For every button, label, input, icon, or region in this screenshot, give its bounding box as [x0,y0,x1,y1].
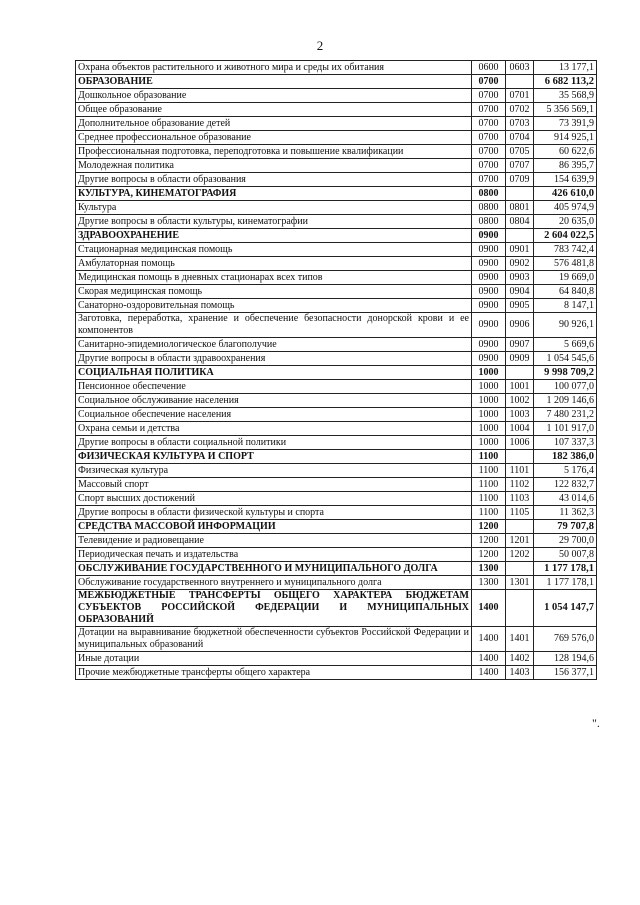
row-section-code-cell: 1000 [472,422,506,436]
table-row [76,338,597,352]
row-subsection-code-cell [506,450,534,464]
row-subsection-code-cell [506,562,534,576]
row-subsection-code-cell: 1006 [506,436,534,450]
row-amount-cell: 86 395,7 [534,159,597,173]
row-name-cell: Дошкольное образование [76,89,472,103]
row-subsection-code-cell: 1002 [506,394,534,408]
row-section-code-cell: 0900 [472,229,506,243]
section-row [76,75,597,89]
row-name-cell: Другие вопросы в области физической культуры и спорта [76,506,472,520]
row-section-code-cell: 1100 [472,464,506,478]
row-subsection-code-cell: 0909 [506,352,534,366]
row-subsection-code-cell [506,520,534,534]
row-amount-cell: 154 639,9 [534,173,597,187]
closing-quote: ". [592,716,600,730]
row-name-cell: Охрана семьи и детства [76,422,472,436]
row-section-code-cell: 1100 [472,506,506,520]
page-number: 2 [316,38,324,53]
row-amount-cell: 576 481,8 [534,257,597,271]
section-row [76,520,597,534]
table-row [76,89,597,103]
row-subsection-code-cell: 0709 [506,173,534,187]
table-row [76,131,597,145]
row-subsection-code-cell: 0704 [506,131,534,145]
table-row [76,352,597,366]
row-section-code-cell: 0900 [472,285,506,299]
row-subsection-code-cell: 0907 [506,338,534,352]
row-amount-cell: 1 209 146,6 [534,394,597,408]
table-row [76,548,597,562]
row-amount-cell: 128 194,6 [534,652,597,666]
row-subsection-code-cell: 1105 [506,506,534,520]
row-amount-cell: 50 007,8 [534,548,597,562]
row-name-cell: Иные дотации [76,652,472,666]
row-amount-cell: 769 576,0 [534,627,597,652]
row-subsection-code-cell: 0703 [506,117,534,131]
table-row [76,201,597,215]
row-amount-cell: 11 362,3 [534,506,597,520]
row-amount-cell: 783 742,4 [534,243,597,257]
table-row [76,215,597,229]
row-name-cell: Молодежная политика [76,159,472,173]
row-section-code-cell: 0700 [472,173,506,187]
row-subsection-code-cell: 0902 [506,257,534,271]
table-row [76,299,597,313]
row-name-cell: СРЕДСТВА МАССОВОЙ ИНФОРМАЦИИ [76,520,472,534]
row-name-cell: Санаторно-оздоровительная помощь [76,299,472,313]
row-section-code-cell: 1300 [472,562,506,576]
section-row [76,562,597,576]
row-name-cell: Среднее профессиональное образование [76,131,472,145]
section-row [76,229,597,243]
row-section-code-cell: 0800 [472,201,506,215]
row-subsection-code-cell: 1102 [506,478,534,492]
row-subsection-code-cell [506,366,534,380]
row-amount-cell: 8 147,1 [534,299,597,313]
row-section-code-cell: 0700 [472,103,506,117]
table-row [76,422,597,436]
table-row [76,478,597,492]
row-amount-cell: 5 176,4 [534,464,597,478]
row-subsection-code-cell: 0804 [506,215,534,229]
row-amount-cell: 1 177 178,1 [534,576,597,590]
row-name-cell: Профессиональная подготовка, переподготовка и повышение квалификации [76,145,472,159]
table-row [76,394,597,408]
row-name-cell: Физическая культура [76,464,472,478]
row-name-cell: Медицинская помощь в дневных стационарах всех типов [76,271,472,285]
row-subsection-code-cell: 0603 [506,61,534,75]
table-row [76,534,597,548]
row-amount-cell: 35 568,9 [534,89,597,103]
row-name-cell: Другие вопросы в области здравоохранения [76,352,472,366]
row-subsection-code-cell: 0901 [506,243,534,257]
table-row [76,285,597,299]
table-row [76,271,597,285]
row-name-cell: Культура [76,201,472,215]
row-amount-cell: 1 054 545,6 [534,352,597,366]
row-name-cell: ФИЗИЧЕСКАЯ КУЛЬТУРА И СПОРТ [76,450,472,464]
row-amount-cell: 73 391,9 [534,117,597,131]
row-section-code-cell: 0900 [472,299,506,313]
row-amount-cell: 405 974,9 [534,201,597,215]
row-name-cell: Массовый спорт [76,478,472,492]
row-amount-cell: 2 604 022,5 [534,229,597,243]
row-amount-cell: 107 337,3 [534,436,597,450]
budget-table-body [76,61,597,680]
row-name-cell: Спорт высших достижений [76,492,472,506]
row-section-code-cell: 1400 [472,666,506,680]
row-section-code-cell: 1000 [472,408,506,422]
table-row [76,313,597,338]
budget-table [75,60,597,680]
row-subsection-code-cell: 1004 [506,422,534,436]
row-name-cell: ОБСЛУЖИВАНИЕ ГОСУДАРСТВЕННОГО И МУНИЦИПАЛЬНОГО ДОЛГА [76,562,472,576]
row-section-code-cell: 0900 [472,243,506,257]
row-subsection-code-cell [506,590,534,627]
row-amount-cell: 90 926,1 [534,313,597,338]
row-amount-cell: 7 480 231,2 [534,408,597,422]
row-amount-cell: 20 635,0 [534,215,597,229]
row-name-cell: Другие вопросы в области социальной политики [76,436,472,450]
table-row [76,436,597,450]
table-row [76,173,597,187]
row-name-cell: СОЦИАЛЬНАЯ ПОЛИТИКА [76,366,472,380]
section-row [76,450,597,464]
table-row [76,652,597,666]
row-subsection-code-cell: 0904 [506,285,534,299]
row-subsection-code-cell: 0905 [506,299,534,313]
section-row [76,187,597,201]
row-amount-cell: 29 700,0 [534,534,597,548]
row-subsection-code-cell [506,75,534,89]
section-row [76,366,597,380]
row-name-cell: Другие вопросы в области культуры, кинематографии [76,215,472,229]
row-section-code-cell: 1100 [472,492,506,506]
row-name-cell: ЗДРАВООХРАНЕНИЕ [76,229,472,243]
row-amount-cell: 43 014,6 [534,492,597,506]
row-amount-cell: 19 669,0 [534,271,597,285]
row-section-code-cell: 0800 [472,215,506,229]
table-row [76,666,597,680]
row-name-cell: Скорая медицинская помощь [76,285,472,299]
row-amount-cell: 914 925,1 [534,131,597,145]
table-row [76,243,597,257]
row-subsection-code-cell: 1401 [506,627,534,652]
row-section-code-cell: 1100 [472,450,506,464]
table-row [76,380,597,394]
row-subsection-code-cell: 0702 [506,103,534,117]
table-row [76,61,597,75]
row-amount-cell: 5 669,6 [534,338,597,352]
row-section-code-cell: 0900 [472,338,506,352]
row-section-code-cell: 0800 [472,187,506,201]
table-row [76,117,597,131]
table-row [76,257,597,271]
row-subsection-code-cell: 0801 [506,201,534,215]
row-section-code-cell: 0700 [472,75,506,89]
row-name-cell: Социальное обслуживание населения [76,394,472,408]
row-subsection-code-cell: 1301 [506,576,534,590]
row-section-code-cell: 0900 [472,257,506,271]
row-amount-cell: 100 077,0 [534,380,597,394]
row-section-code-cell: 0900 [472,271,506,285]
row-name-cell: Стационарная медицинская помощь [76,243,472,257]
row-amount-cell: 9 998 709,2 [534,366,597,380]
row-name-cell: Обслуживание государственного внутреннего и муниципального долга [76,576,472,590]
row-subsection-code-cell: 1403 [506,666,534,680]
row-subsection-code-cell: 1003 [506,408,534,422]
row-amount-cell: 79 707,8 [534,520,597,534]
row-section-code-cell: 0700 [472,131,506,145]
row-name-cell: ОБРАЗОВАНИЕ [76,75,472,89]
row-name-cell: Дотации на выравнивание бюджетной обеспеченности субъектов Российской Федерации и муниципальных образований [76,627,472,652]
row-subsection-code-cell: 0903 [506,271,534,285]
row-amount-cell: 156 377,1 [534,666,597,680]
row-name-cell: МЕЖБЮДЖЕТНЫЕ ТРАНСФЕРТЫ ОБЩЕГО ХАРАКТЕРА БЮДЖЕТАМ СУБЪЕКТОВ РОССИЙСКОЙ ФЕДЕРАЦИИ И МУНИЦИПАЛЬНЫХ ОБРАЗОВАНИЙ [76,590,472,627]
row-subsection-code-cell [506,229,534,243]
row-section-code-cell: 1000 [472,394,506,408]
row-name-cell: Телевидение и радиовещание [76,534,472,548]
row-section-code-cell: 0700 [472,145,506,159]
row-name-cell: Прочие межбюджетные трансферты общего характера [76,666,472,680]
row-name-cell: Другие вопросы в области образования [76,173,472,187]
table-row [76,576,597,590]
row-name-cell: Социальное обеспечение населения [76,408,472,422]
row-name-cell: Охрана объектов растительного и животного мира и среды их обитания [76,61,472,75]
row-amount-cell: 6 682 113,2 [534,75,597,89]
row-subsection-code-cell: 0906 [506,313,534,338]
row-subsection-code-cell: 1402 [506,652,534,666]
row-section-code-cell: 1200 [472,520,506,534]
row-section-code-cell: 1000 [472,380,506,394]
row-section-code-cell: 1100 [472,478,506,492]
row-section-code-cell: 0700 [472,89,506,103]
row-section-code-cell: 1000 [472,436,506,450]
row-amount-cell: 122 832,7 [534,478,597,492]
row-subsection-code-cell: 1101 [506,464,534,478]
table-row [76,506,597,520]
row-subsection-code-cell: 1103 [506,492,534,506]
row-amount-cell: 426 610,0 [534,187,597,201]
table-row [76,159,597,173]
row-subsection-code-cell [506,187,534,201]
row-subsection-code-cell: 1001 [506,380,534,394]
table-row [76,627,597,652]
section-row [76,590,597,627]
row-amount-cell: 182 386,0 [534,450,597,464]
table-row [76,145,597,159]
row-amount-cell: 13 177,1 [534,61,597,75]
row-subsection-code-cell: 1202 [506,548,534,562]
table-row [76,464,597,478]
row-amount-cell: 5 356 569,1 [534,103,597,117]
row-section-code-cell: 0600 [472,61,506,75]
row-section-code-cell: 1400 [472,590,506,627]
row-amount-cell: 1 177 178,1 [534,562,597,576]
row-section-code-cell: 0700 [472,117,506,131]
row-subsection-code-cell: 0705 [506,145,534,159]
row-section-code-cell: 0900 [472,313,506,338]
row-section-code-cell: 0700 [472,159,506,173]
row-amount-cell: 1 101 917,0 [534,422,597,436]
row-name-cell: Пенсионное обеспечение [76,380,472,394]
row-section-code-cell: 1400 [472,652,506,666]
row-amount-cell: 60 622,6 [534,145,597,159]
row-name-cell: Заготовка, переработка, хранение и обеспечение безопасности донорской крови и ее компонентов [76,313,472,338]
row-amount-cell: 64 840,8 [534,285,597,299]
row-section-code-cell: 1400 [472,627,506,652]
row-name-cell: Общее образование [76,103,472,117]
row-name-cell: Периодическая печать и издательства [76,548,472,562]
table-row [76,408,597,422]
row-section-code-cell: 1300 [472,576,506,590]
table-row [76,103,597,117]
table-row [76,492,597,506]
row-subsection-code-cell: 0701 [506,89,534,103]
row-section-code-cell: 0900 [472,352,506,366]
row-section-code-cell: 1200 [472,534,506,548]
row-name-cell: Амбулаторная помощь [76,257,472,271]
row-name-cell: Санитарно-эпидемиологическое благополучие [76,338,472,352]
row-name-cell: КУЛЬТУРА, КИНЕМАТОГРАФИЯ [76,187,472,201]
row-subsection-code-cell: 1201 [506,534,534,548]
row-section-code-cell: 1000 [472,366,506,380]
row-amount-cell: 1 054 147,7 [534,590,597,627]
row-name-cell: Дополнительное образование детей [76,117,472,131]
row-section-code-cell: 1200 [472,548,506,562]
row-subsection-code-cell: 0707 [506,159,534,173]
